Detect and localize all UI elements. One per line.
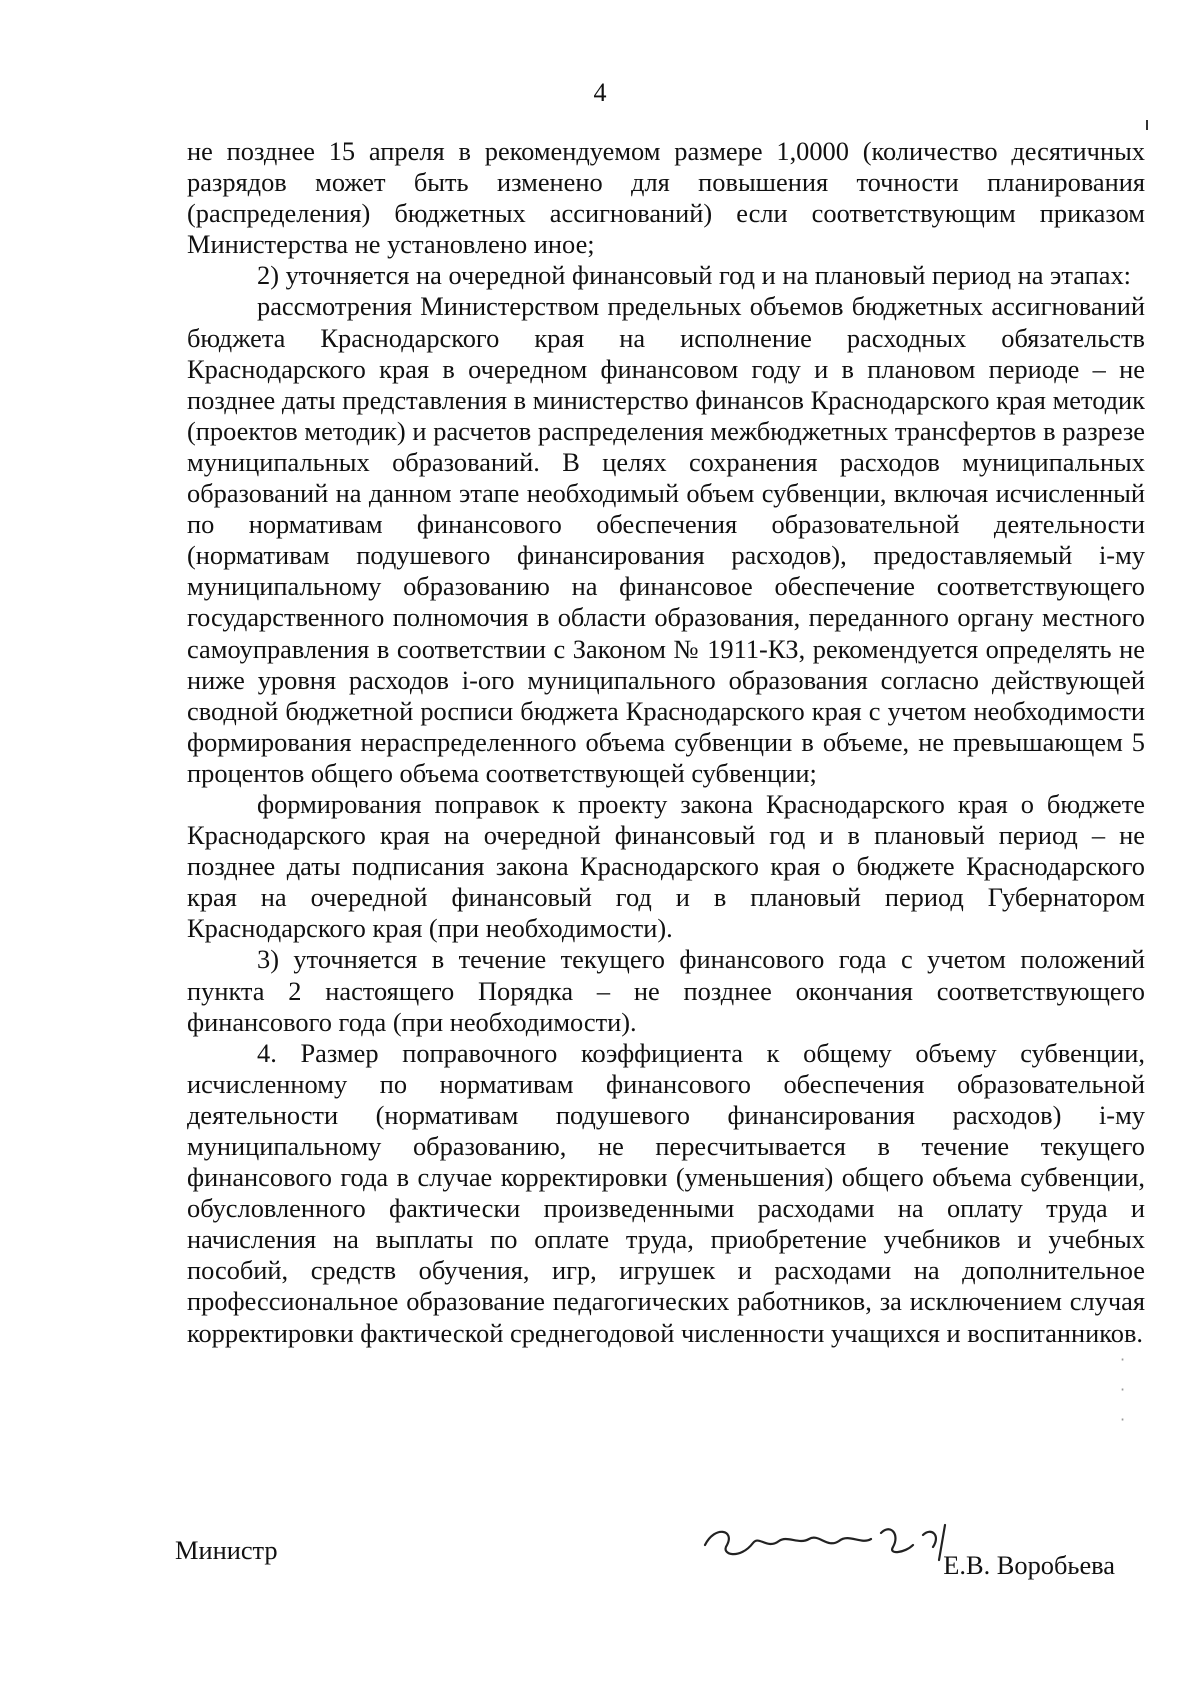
paragraph-6: 4. Размер поправочного коэффициента к общему объему субвенции, исчисленному по нормативам финансового обеспечения образовательной деятельности (нормативам подушевого финансирования расходов) i-му муниципальному образованию, не пересчитывается в течение текущего финансового года в случае корректировки (уменьшения) общего объема субвенции, обусловленного фактически произведенными расходами на оплату труда и начисления на выплаты по оплате труда, приобретение учебников и учебных пособий, средств обучения, игр, игрушек и расходами на дополнительное профессиональное образование педагогических работников, за исключением случая корректировки фактической среднегодовой численности учащихся и воспитанников. — [187, 1037, 1145, 1348]
margin-scan-noise: · — [1120, 1380, 1126, 1399]
handwritten-signature — [695, 1505, 975, 1575]
signer-role: Министр — [175, 1535, 278, 1565]
signer-name: Е.В. Воробьева — [943, 1550, 1115, 1580]
scan-mark — [1146, 120, 1148, 130]
paragraph-2: 2) уточняется на очередной финансовый год и на плановый период на этапах: — [257, 260, 1131, 291]
paragraph-5: 3) уточняется в течение текущего финансового года с учетом положений пункта 2 настоящего Порядка – не позднее окончания соответствующего финансового года (при необходимости). — [187, 944, 1145, 1037]
paragraph-1: не позднее 15 апреля в рекомендуемом размере 1,0000 (количество десятичных разрядов может быть изменено для повышения точности планирования (распределения) бюджетных ассигнований) если соответствующим приказом Министерства не установлено иное; — [187, 136, 1145, 260]
signature-block — [175, 1515, 1150, 1595]
paragraph-4: формирования поправок к проекту закона Краснодарского края о бюджете Краснодарского края на очередной финансовый год и в плановый период – не позднее даты подписания закона Краснодарского края о бюджете Краснодарского края на очередной финансовый год и в плановый период Губернатором Краснодарского края (при необходимости). — [187, 788, 1145, 944]
margin-scan-noise: · — [1120, 1410, 1126, 1429]
document-body — [187, 136, 1145, 1349]
margin-scan-noise: · — [1120, 1350, 1126, 1369]
paragraph-3: рассмотрения Министерством предельных объемов бюджетных ассигнований бюджета Краснодарского края на исполнение расходных обязательств Краснодарского края в очередном финансовом году и в плановом периоде – не позднее даты представления в министерство финансов Краснодарского края методик (проектов методик) и расчетов распределения межбюджетных трансфертов в разрезе муниципальных образований. В целях сохранения расходов муниципальных образований на данном этапе необходимый объем субвенции, включая исчисленный по нормативам финансового обеспечения образовательной деятельности (нормативам подушевого финансирования расходов), предоставляемый i-му муниципальному образованию на финансовое обеспечение соответствующего государственного полномочия в области образования, переданного органу местного самоуправления в соответствии с Законом № 1911-КЗ, рекомендуется определять не ниже уровня расходов i-ого муниципального образования согласно действующей сводной бюджетной росписи бюджета Краснодарского края с учетом необходимости формирования нераспределенного объема субвенции в объеме, не превышающем 5 процентов общего объема соответствующей субвенции; — [187, 291, 1145, 788]
page-number: 4 — [593, 78, 607, 107]
